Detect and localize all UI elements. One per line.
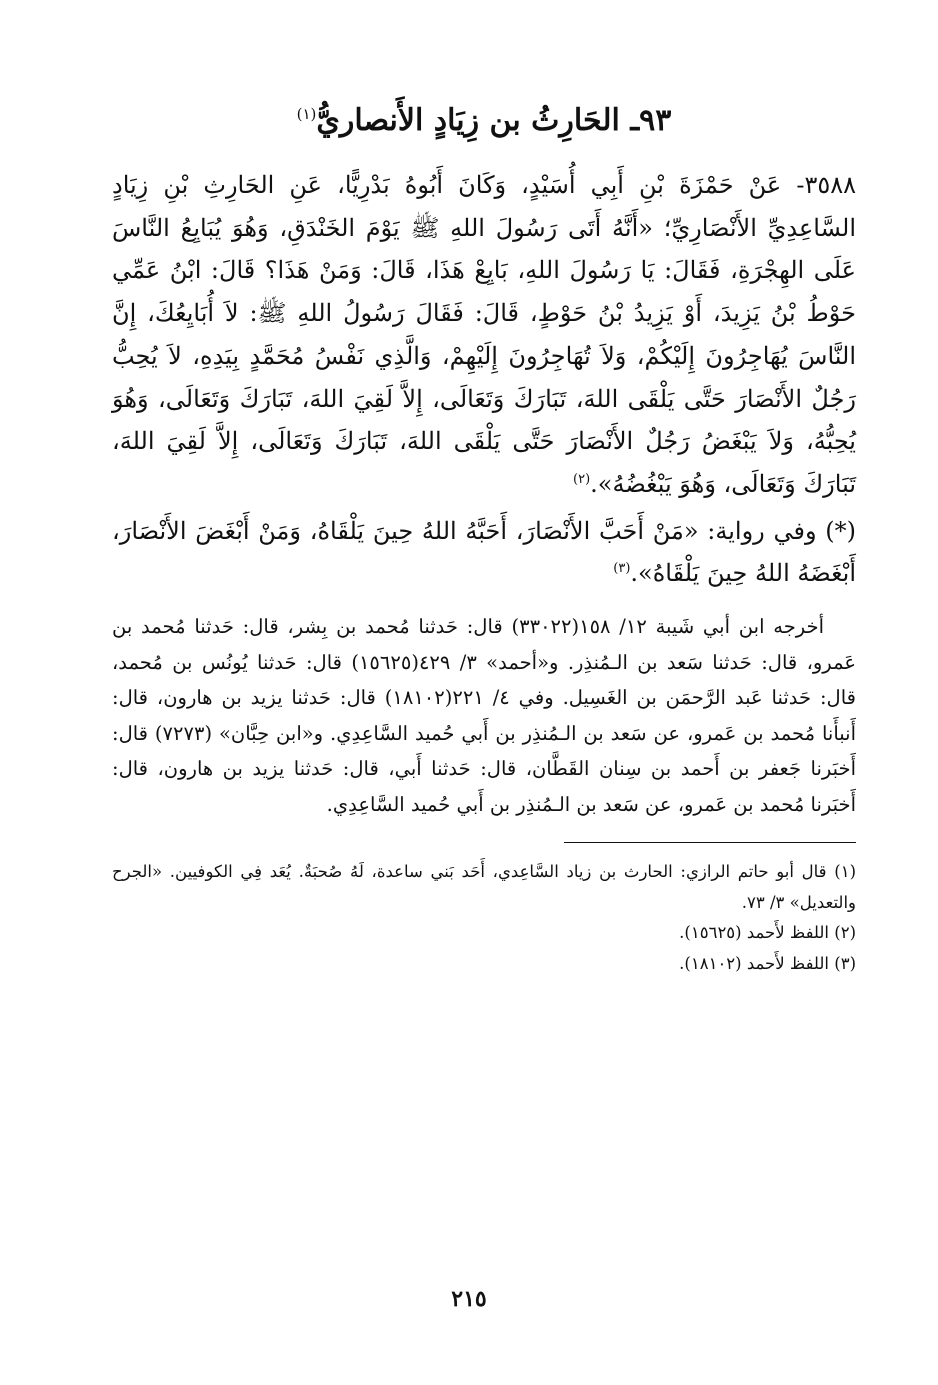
page-number: ٢١٥ — [451, 1286, 487, 1312]
footnote-divider — [564, 842, 856, 843]
hadith-main — [112, 164, 856, 506]
page-body — [112, 100, 856, 979]
takhrij-paragraph: أخرجه ابن أبي شَيبة ١٢/ ١٥٨(٣٣٠٢٢) قال: حَدثنا مُحمد بن بِشر، قال: حَدثنا مُحمد بن عَمرو، قال: حَدثنا سَعد بن الـمُنذِر. و«أحمد» ٣/ ٤٢٩(١٥٦٢٥) قال: حَدثنا يُونُس بن مُحمد، قال: حَدثنا عَبد الرَّحمَن بن الغَسِيل. وفي ٤/ ٢٢١(١٨١٠٢) قال: حَدثنا يزيد بن هارون، قال: أَنبأَنا مُحمد بن عَمرو، عن سَعد بن الـمُنذِر بن أَبي حُميد السَّاعِدِي. و«ابن حِبَّان» (٧٢٧٣) قال: أَخبَرنا جَعفر بن أَحمد بن سِنان القَطَّان، قال: حَدثنا أَبي، قال: حَدثنا يزيد بن هارون، قال: أَخبَرنا مُحمد بن عَمرو، عن سَعد بن الـمُنذِر بن أَبي حُميد السَّاعِدِي. — [112, 615, 856, 816]
footnote-ref-3[interactable]: (٣) — [613, 561, 631, 577]
footnotes — [112, 857, 856, 979]
hadith-main-text: ٣٥٨٨- عَنْ حَمْزَةَ بْنِ أَبِي أُسَيْدٍ، وَكَانَ أَبُوهُ بَدْرِيًّا، عَنِ الحَارِثِ بْنِ زِيَادٍ السَّاعِدِيِّ الأَنْصَارِيِّ؛ «أَنَّهُ أَتَى رَسُولَ اللهِ ﷺ يَوْمَ الخَنْدَقِ، وَهُوَ يُبَايِعُ النَّاسَ عَلَى الهِجْرَةِ، فَقَالَ: يَا رَسُولَ اللهِ، بَايِعْ هَذَا، قَالَ: وَمَنْ هَذَا؟ قَالَ: ابْنُ عَمِّي حَوْطُ بْنُ يَزِيدَ، أَوْ يَزِيدُ بْنُ حَوْطٍ، قَالَ: فَقَالَ رَسُولُ اللهِ ﷺ: لاَ أُبَايِعُكَ، إِنَّ النَّاسَ يُهَاجِرُونَ إِلَيْكُمْ، وَلاَ تُهَاجِرُونَ إِلَيْهِمْ، وَالَّذِي نَفْسُ مُحَمَّدٍ بِيَدِهِ، لاَ يُحِبُّ رَجُلٌ الأَنْصَارَ حَتَّى يَلْقَى اللهَ، تَبَارَكَ وَتَعَالَى، إِلاَّ لَقِيَ اللهَ، تَبَارَكَ وَتَعَالَى، وَهُوَ يُحِبُّهُ، وَلاَ يَبْغَضُ رَجُلٌ الأَنْصَارَ حَتَّى يَلْقَى اللهَ، تَبَارَكَ وَتَعَالَى، إِلاَّ لَقِيَ اللهَ، تَبَارَكَ وَتَعَالَى، وَهُوَ يَبْغُضُهُ». — [112, 171, 856, 499]
footnote-3: (٣) اللفظ لأَحمد (١٨١٠٢). — [679, 953, 856, 973]
hadith-variant — [112, 510, 856, 595]
chapter-title — [112, 100, 856, 142]
chapter-title-text: ٩٣ـ الحَارِثُ بن زِيَادٍ الأَنصاريُّ — [316, 103, 672, 138]
footnote-1: (١) قال أبو حاتم الرازي: الحارث بن زياد السَّاعِدي، أَحَد بَني ساعدة، لَهُ صُحبَةٌ. يُعَد فِي الكوفيين. «الجرح والتعديل» ٣/ ٧٣. — [112, 862, 856, 912]
footnote-ref-1[interactable]: (١) — [296, 105, 317, 123]
footnote-ref-2[interactable]: (٢) — [573, 472, 591, 488]
hadith-variant-text: (*) وفي رواية: «مَنْ أَحَبَّ الأَنْصَارَ، أَحَبَّهُ اللهُ حِينَ يَلْقَاهُ، وَمَنْ أَبْغَضَ الأَنْصَارَ، أَبْغَضَهُ اللهُ حِينَ يَلْقَاهُ». — [112, 516, 856, 588]
footnote-2: (٢) اللفظ لأَحمد (١٥٦٢٥). — [679, 923, 856, 943]
